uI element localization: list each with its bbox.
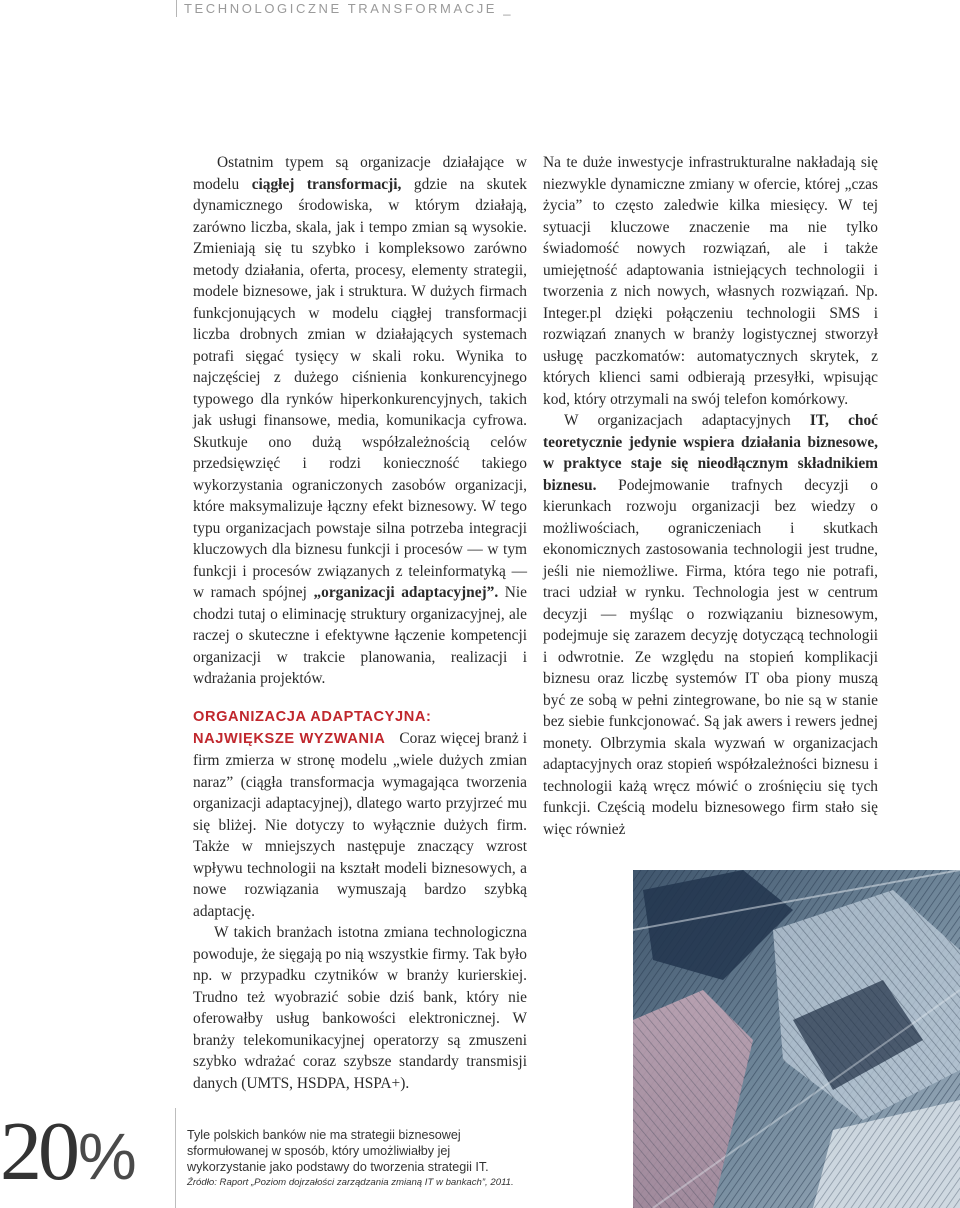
stat-number [0,1105,137,1198]
section-header [176,0,513,17]
caption-line: sformułowanej w sposób, który umożliwiałby jej [187,1144,451,1158]
bold-phrase: „organizacji adaptacyjnej”. [313,584,499,601]
bold-phrase: ciągłej transformacji, [251,175,402,193]
text-run: W organizacjach adaptacyjnych [564,412,810,429]
text-run: Ostatnim typem są organizacje działające w modelu [193,154,527,193]
header-divider [176,0,177,17]
percent-sign: % [78,1119,137,1193]
text-column-left [193,152,527,1094]
paragraph: Na te duże inwestycje infrastrukturalne nakładają się niezwykle dynamiczne zmiany w ofercie, której „czas życia” to często zaledwie kilka miesięcy. W tej sytuacji kluczowe znaczenie ma nie tylko świadomość nowych rozwiązań, ale i także umiejętność adaptowania istniejących technologii i tworzenia z nich nowych, własnych rozwiązań. Np. Integer.pl dzięki połączeniu technologii SMS i rozwiązań znanych w branży logistycznej stworzył usługę paczkomatów: automatycznych skrytek, z których klienci sami odbierają przesyłki, wpisując kod, który otrzymali na swój telefon komórkowy. [543,154,878,408]
section-heading-line2: NAJWIĘKSZE WYZWANIA [193,730,386,747]
section-heading: ORGANIZACJA ADAPTACYJNA: [193,708,432,725]
paragraph [193,152,527,690]
stat-value: 20 [0,1105,76,1198]
stat-divider [175,1108,176,1208]
section-title: TECHNOLOGICZNE TRANSFORMACJE _ [184,1,514,16]
text-run: gdzie na skutek dynamicznego środowiska, w którym działają, zarówno liczba, skala, jak i tempo zmian są wysokie. Zmieniają się tu szybko i kompleksowo zarówno metody działania, oferta, procesy, elementy strategii, modele biznesowe, jak i struktura. W dużych firmach funkcjonujących w modelu ciągłej transformacji liczba drobnych zmian w działających systemach potrafi sięgać tysięcy w skali roku. Wynika to najczęściej z dużego ciśnienia konkurencyjnego typowego dla rynków hiperkonkurencyjnych, takich jak usługi finansowe, media, komunikacja cyfrowa. Skutkuje ono dużą współzależnością celów przedsięwzięć i rodzi konieczność takiego wykorzystania ograniczonych zasobów organizacji, które maksymalizuje łączny efekt biznesowy. W tego typu organizacjach powstaje silna potrzeba integracji kluczowych dla biznesu funkcji i procesów — w tym funkcji i procesów związanych z teleinformatyką — w ramach spójnej [193,175,527,601]
paragraph [543,410,878,840]
caption-source: Źródło: Raport „Poziom dojrzałości zarządzania zmianą IT w bankach”, 2011. [187,1177,514,1188]
paragraph [193,728,527,923]
text-run: Nie chodzi tutaj o eliminację struktury organizacyjnej, ale raczej o skuteczne i efektywne łączenie kompetencji organizacji w trakcie planowania, realizacji i wdrażania projektów. [193,584,527,687]
text-run: Coraz więcej branż i firm zmierza w stronę modelu „wiele dużych zmian naraz” (ciągła transformacja wymagająca tworzenia organizacji adaptacyjnej), dlatego warto przyjrzeć mu się bliżej. Nie dotyczy to wyłącznie dużych firm. Także w mniejszych następuje znaczący wzrost wpływu technologii na kształt modeli biznesowych, a nowe rozwiązania wymuszają bardzo szybką adaptację. [193,729,527,920]
text-run: Podejmowanie trafnych decyzji o kierunkach rozwoju organizacji bez wiedzy o możliwościach, ograniczeniach i skutkach ekonomicznych zastosowania technologii jest trudne, jeśli nie niemożliwe. Firma, która tego nie potrafi, traci udział w rynku. Technologia jest w centrum decyzji — myśląc o rozwiązaniu biznesowym, podejmuje się zarazem decyzję dotyczącą technologii i odwrotnie. Ze względu na stopień komplikacji biznesu oraz liczbę systemów IT oba piony muszą być ze sobą w pełni zintegrowane, bo nie są w stanie bez siebie funkcjonować. Są jak awers i rewers jednej monety. Olbrzymia skala wyzwań w organizacjach adaptacyjnych oraz stopień współzależności biznesu i technologii każą wręcz mówić o zrośnięciu się tych funkcji. Częścią modelu biznesowego firm stało się więc również [543,476,878,838]
text-column-right [543,152,878,840]
caption-line: Tyle polskich banków nie ma strategii biznesowej [187,1128,461,1142]
decorative-photo [633,870,960,1208]
stat-caption [187,1127,514,1191]
paragraph: W takich branżach istotna zmiana technologiczna powoduje, że sięgają po nią wszystkie firmy. Tak było np. w przypadku czytników w branży kurierskiej. Trudno też wyobrazić sobie dziś bank, który nie oferowałby usług bankowości elektronicznej. W branży telekomunikacyjnej operatorzy są zmuszeni szybko wdrażać coraz szybsze standardy transmisji danych (UMTS, HSDPA, HSPA+). [193,924,527,1092]
caption-line: wykorzystanie jako podstawy do tworzenia strategii IT. [187,1160,489,1174]
bold-phrase: IT, choć teoretycznie jedynie wspiera działania biznesowe, w praktyce staje się nieodłącznym składnikiem biznesu. [543,412,878,494]
